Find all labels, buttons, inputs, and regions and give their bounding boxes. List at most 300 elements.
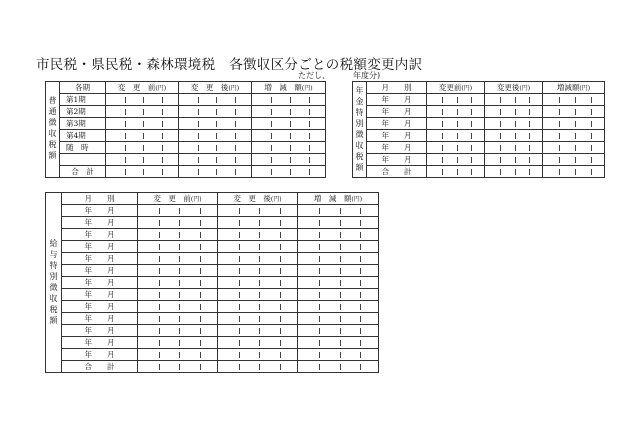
digit-tick [360,340,361,346]
digit-tick [319,364,320,370]
digit-tick [143,133,144,139]
kyuyo-before-field[interactable] [138,229,218,241]
nenkin-before-field[interactable] [427,130,485,142]
digit-tick [179,244,180,250]
digit-tick [309,109,310,115]
kyuyo-diff-field[interactable] [298,313,379,325]
note-tadashi: ただし、 [298,71,330,80]
digit-separators [485,154,542,165]
digit-tick [340,220,341,226]
digit-separators [218,253,297,264]
nenkin-header-before-label: 変更前 [438,83,462,92]
digit-separators [138,277,217,288]
futsu-after-field[interactable] [179,142,252,154]
digit-separators [218,361,297,372]
digit-tick [360,328,361,334]
digit-tick [471,145,472,151]
digit-tick [280,220,281,226]
digit-tick [179,304,180,310]
table-row [46,130,326,142]
kyuyo-after-field[interactable] [218,277,298,289]
digit-tick [309,145,310,151]
digit-tick [280,352,281,358]
digit-tick [559,145,560,151]
digit-tick [162,133,163,139]
digit-tick [442,109,443,115]
nenkin-diff-field[interactable] [543,118,605,130]
table-row [46,229,379,241]
digit-tick [259,304,260,310]
kyuyo-after-field[interactable] [218,265,298,277]
futsu-total-label: 合 計 [60,165,106,177]
digit-tick [360,280,361,286]
kyuyo-period-label: 年 月 [62,205,138,217]
kyuyo-body [46,193,379,373]
digit-separators [543,166,604,177]
nenkin-diff-field[interactable] [543,142,605,154]
digit-tick [575,133,576,139]
kyuyo-diff-field[interactable] [298,217,379,229]
kyuyo-diff-field[interactable] [298,301,379,313]
digit-tick [340,256,341,262]
futsu-table [45,81,326,178]
digit-tick [529,157,530,163]
table-row [46,106,326,118]
digit-tick [319,328,320,334]
table-row [353,118,605,130]
digit-tick [239,208,240,214]
digit-tick [591,169,592,175]
digit-separators [298,325,378,336]
digit-tick [309,121,310,127]
futsu-period-label: 第3期 [60,118,106,130]
futsu-period-label: 第4期 [60,130,106,142]
nenkin-after-field[interactable] [485,154,543,166]
nenkin-after-field[interactable] [485,118,543,130]
futsu-body [46,82,326,178]
kyuyo-diff-field[interactable] [298,277,379,289]
futsu-total-after-field[interactable] [179,165,252,177]
digit-separators [218,277,297,288]
digit-tick [179,364,180,370]
digit-tick [200,232,201,238]
digit-tick [515,109,516,115]
nenkin-total-before-field[interactable] [427,166,485,178]
digit-separators [543,94,604,105]
digit-tick [575,109,576,115]
kyuyo-total-row [46,361,379,373]
digit-separators [106,118,178,129]
digit-tick [271,169,272,175]
kyuyo-period-label: 年 月 [62,217,138,229]
kyuyo-diff-field[interactable] [298,337,379,349]
futsu-header-row [46,82,326,94]
futsu-diff-field[interactable] [252,106,326,118]
digit-separators [485,94,542,105]
digit-separators [427,106,484,117]
digit-tick [340,316,341,322]
digit-tick [216,145,217,151]
digit-tick [179,328,180,334]
kyuyo-period-label: 年 月 [62,313,138,325]
digit-tick [198,133,199,139]
futsu-before-field[interactable] [106,94,179,106]
kyuyo-after-field[interactable] [218,289,298,301]
kyuyo-total-before-field[interactable] [138,361,218,373]
digit-tick [216,157,217,163]
digit-tick [529,133,530,139]
digit-tick [575,121,576,127]
nenkin-period-label: 年 月 [367,106,427,118]
kyuyo-header-before-unit: (円) [190,196,202,203]
digit-separators [138,217,217,228]
digit-tick [159,268,160,274]
digit-tick [259,220,260,226]
digit-tick [125,121,126,127]
kyuyo-diff-field[interactable] [298,265,379,277]
table-row [46,142,326,154]
digit-tick [143,157,144,163]
nenkin-period-label: 年 月 [367,118,427,130]
digit-tick [125,145,126,151]
digit-separators [427,154,484,165]
nenkin-period-label: 年 月 [367,154,427,166]
digit-tick [239,364,240,370]
kyuyo-before-field[interactable] [138,313,218,325]
futsu-diff-field[interactable] [252,154,326,166]
nenkin-before-field[interactable] [427,154,485,166]
futsu-after-field[interactable] [179,94,252,106]
digit-separators [252,118,325,129]
futsu-total-diff-field[interactable] [252,165,326,177]
kyuyo-diff-field[interactable] [298,241,379,253]
digit-tick [340,352,341,358]
nenkin-diff-field[interactable] [543,130,605,142]
digit-tick [239,244,240,250]
digit-tick [179,340,180,346]
futsu-after-field[interactable] [179,154,252,166]
digit-tick [280,340,281,346]
digit-tick [457,97,458,103]
kyuyo-after-field[interactable] [218,313,298,325]
digit-separators [427,142,484,153]
nenkin-side-label: 年金特別徴収税額 [353,82,367,178]
futsu-after-field[interactable] [179,118,252,130]
kyuyo-after-field[interactable] [218,205,298,217]
digit-separators [106,106,178,117]
digit-tick [198,157,199,163]
kyuyo-diff-field[interactable] [298,253,379,265]
kyuyo-after-field[interactable] [218,337,298,349]
futsu-before-field[interactable] [106,106,179,118]
kyuyo-after-field[interactable] [218,229,298,241]
kyuyo-before-field[interactable] [138,253,218,265]
futsu-before-field[interactable] [106,142,179,154]
futsu-period-label: 第1期 [60,94,106,106]
digit-tick [239,316,240,322]
digit-tick [591,97,592,103]
kyuyo-before-field[interactable] [138,301,218,313]
digit-tick [471,169,472,175]
futsu-diff-field[interactable] [252,94,326,106]
digit-tick [575,97,576,103]
digit-tick [271,109,272,115]
digit-tick [200,268,201,274]
kyuyo-after-field[interactable] [218,253,298,265]
digit-tick [515,145,516,151]
kyuyo-after-field[interactable] [218,349,298,361]
digit-tick [125,169,126,175]
digit-separators [138,205,217,216]
digit-tick [360,232,361,238]
futsu-header-before-label: 変 更 前 [117,83,156,92]
digit-tick [179,208,180,214]
digit-tick [457,121,458,127]
futsu-diff-field[interactable] [252,130,326,142]
digit-tick [591,121,592,127]
digit-separators [298,241,378,252]
table-row [46,94,326,106]
digit-tick [360,316,361,322]
table-row [353,154,605,166]
nenkin-after-field[interactable] [485,130,543,142]
digit-tick [239,328,240,334]
digit-tick [235,157,236,163]
digit-separators [218,229,297,240]
digit-separators [138,229,217,240]
kyuyo-total-after-field[interactable] [218,361,298,373]
kyuyo-before-field[interactable] [138,277,218,289]
nenkin-total-row [353,166,605,178]
digit-tick [319,220,320,226]
futsu-diff-field[interactable] [252,142,326,154]
digit-separators [179,118,251,129]
nenkin-body [353,82,605,178]
digit-tick [179,316,180,322]
futsu-before-field[interactable] [106,118,179,130]
digit-tick [442,121,443,127]
digit-tick [200,352,201,358]
digit-tick [471,97,472,103]
digit-tick [319,232,320,238]
digit-tick [239,340,240,346]
kyuyo-before-field[interactable] [138,325,218,337]
kyuyo-before-field[interactable] [138,217,218,229]
digit-separators [252,94,325,105]
digit-tick [340,292,341,298]
digit-tick [259,316,260,322]
kyuyo-after-field[interactable] [218,301,298,313]
digit-separators [138,289,217,300]
digit-tick [319,208,320,214]
digit-tick [280,364,281,370]
kyuyo-before-field[interactable] [138,205,218,217]
digit-separators [138,265,217,276]
digit-tick [442,169,443,175]
digit-tick [500,145,501,151]
digit-tick [200,220,201,226]
nenkin-period-label: 年 月 [367,142,427,154]
digit-tick [360,292,361,298]
table-row [46,325,379,337]
kyuyo-diff-field[interactable] [298,289,379,301]
futsu-side-label: 普通徴収税額 [46,82,60,178]
kyuyo-after-field[interactable] [218,241,298,253]
kyuyo-before-field[interactable] [138,289,218,301]
kyuyo-period-label: 年 月 [62,265,138,277]
nenkin-before-field[interactable] [427,94,485,106]
digit-tick [340,208,341,214]
digit-tick [471,157,472,163]
futsu-total-before-field[interactable] [106,165,179,177]
digit-tick [239,280,240,286]
digit-tick [259,208,260,214]
futsu-before-field[interactable] [106,154,179,166]
table-row [353,94,605,106]
digit-tick [515,169,516,175]
digit-tick [216,109,217,115]
futsu-header-before-unit: (円) [155,85,167,92]
digit-tick [290,121,291,127]
futsu-after-field[interactable] [179,130,252,142]
digit-tick [259,364,260,370]
digit-separators [218,217,297,228]
nenkin-diff-field[interactable] [543,154,605,166]
nenkin-header-row [353,82,605,94]
digit-tick [360,304,361,310]
kyuyo-header-diff-label: 増 減 額 [313,194,352,203]
digit-separators [106,166,178,177]
kyuyo-before-field[interactable] [138,337,218,349]
digit-separators [298,253,378,264]
digit-tick [198,121,199,127]
nenkin-after-field[interactable] [485,142,543,154]
nenkin-before-field[interactable] [427,118,485,130]
nenkin-before-field[interactable] [427,106,485,118]
kyuyo-header-diff [298,193,379,205]
digit-tick [515,121,516,127]
kyuyo-after-field[interactable] [218,325,298,337]
digit-tick [442,133,443,139]
digit-separators [427,166,484,177]
digit-separators [138,349,217,360]
digit-tick [575,145,576,151]
digit-tick [200,316,201,322]
nenkin-total-diff-field[interactable] [543,166,605,178]
digit-separators [298,205,378,216]
kyuyo-diff-field[interactable] [298,205,379,217]
nenkin-diff-field[interactable] [543,94,605,106]
digit-separators [298,229,378,240]
futsu-diff-field[interactable] [252,118,326,130]
digit-tick [271,157,272,163]
digit-tick [309,169,310,175]
digit-tick [280,304,281,310]
digit-tick [360,256,361,262]
digit-tick [159,244,160,250]
digit-tick [125,97,126,103]
digit-tick [319,280,320,286]
digit-tick [259,292,260,298]
kyuyo-period-label: 年 月 [62,229,138,241]
nenkin-after-field[interactable] [485,94,543,106]
nenkin-header-diff [543,82,605,94]
nenkin-period-label: 年 月 [367,130,427,142]
digit-tick [529,145,530,151]
digit-tick [290,97,291,103]
digit-separators [179,106,251,117]
digit-tick [515,157,516,163]
digit-separators [298,217,378,228]
table-row [46,217,379,229]
kyuyo-diff-field[interactable] [298,325,379,337]
digit-tick [216,121,217,127]
digit-tick [591,109,592,115]
kyuyo-before-field[interactable] [138,241,218,253]
digit-separators [252,130,325,141]
digit-tick [340,244,341,250]
digit-tick [216,133,217,139]
nenkin-after-field[interactable] [485,106,543,118]
digit-tick [442,157,443,163]
digit-tick [200,280,201,286]
digit-tick [280,208,281,214]
digit-tick [500,169,501,175]
futsu-header-before [106,82,179,94]
kyuyo-period-label: 年 月 [62,289,138,301]
digit-separators [427,130,484,141]
digit-tick [360,220,361,226]
digit-tick [280,292,281,298]
futsu-after-field[interactable] [179,106,252,118]
nenkin-header-diff-unit: (円) [579,85,591,92]
digit-separators [485,166,542,177]
digit-tick [235,121,236,127]
kyuyo-total-diff-field[interactable] [298,361,379,373]
digit-tick [216,169,217,175]
digit-separators [218,289,297,300]
nenkin-header-before [427,82,485,94]
kyuyo-diff-field[interactable] [298,229,379,241]
digit-separators [298,289,378,300]
digit-tick [340,280,341,286]
digit-tick [143,109,144,115]
futsu-before-field[interactable] [106,130,179,142]
digit-tick [200,328,201,334]
nenkin-before-field[interactable] [427,142,485,154]
kyuyo-diff-field[interactable] [298,349,379,361]
digit-tick [159,328,160,334]
digit-tick [200,256,201,262]
kyuyo-before-field[interactable] [138,349,218,361]
digit-separators [218,301,297,312]
nenkin-header-after-label: 変更後 [496,83,520,92]
kyuyo-after-field[interactable] [218,217,298,229]
kyuyo-period-label: 年 月 [62,241,138,253]
nenkin-total-after-field[interactable] [485,166,543,178]
digit-tick [200,244,201,250]
digit-tick [290,109,291,115]
digit-tick [290,145,291,151]
digit-tick [360,208,361,214]
digit-tick [162,145,163,151]
nenkin-diff-field[interactable] [543,106,605,118]
digit-tick [457,157,458,163]
digit-tick [235,169,236,175]
digit-tick [235,133,236,139]
futsu-header-diff [252,82,326,94]
kyuyo-before-field[interactable] [138,265,218,277]
